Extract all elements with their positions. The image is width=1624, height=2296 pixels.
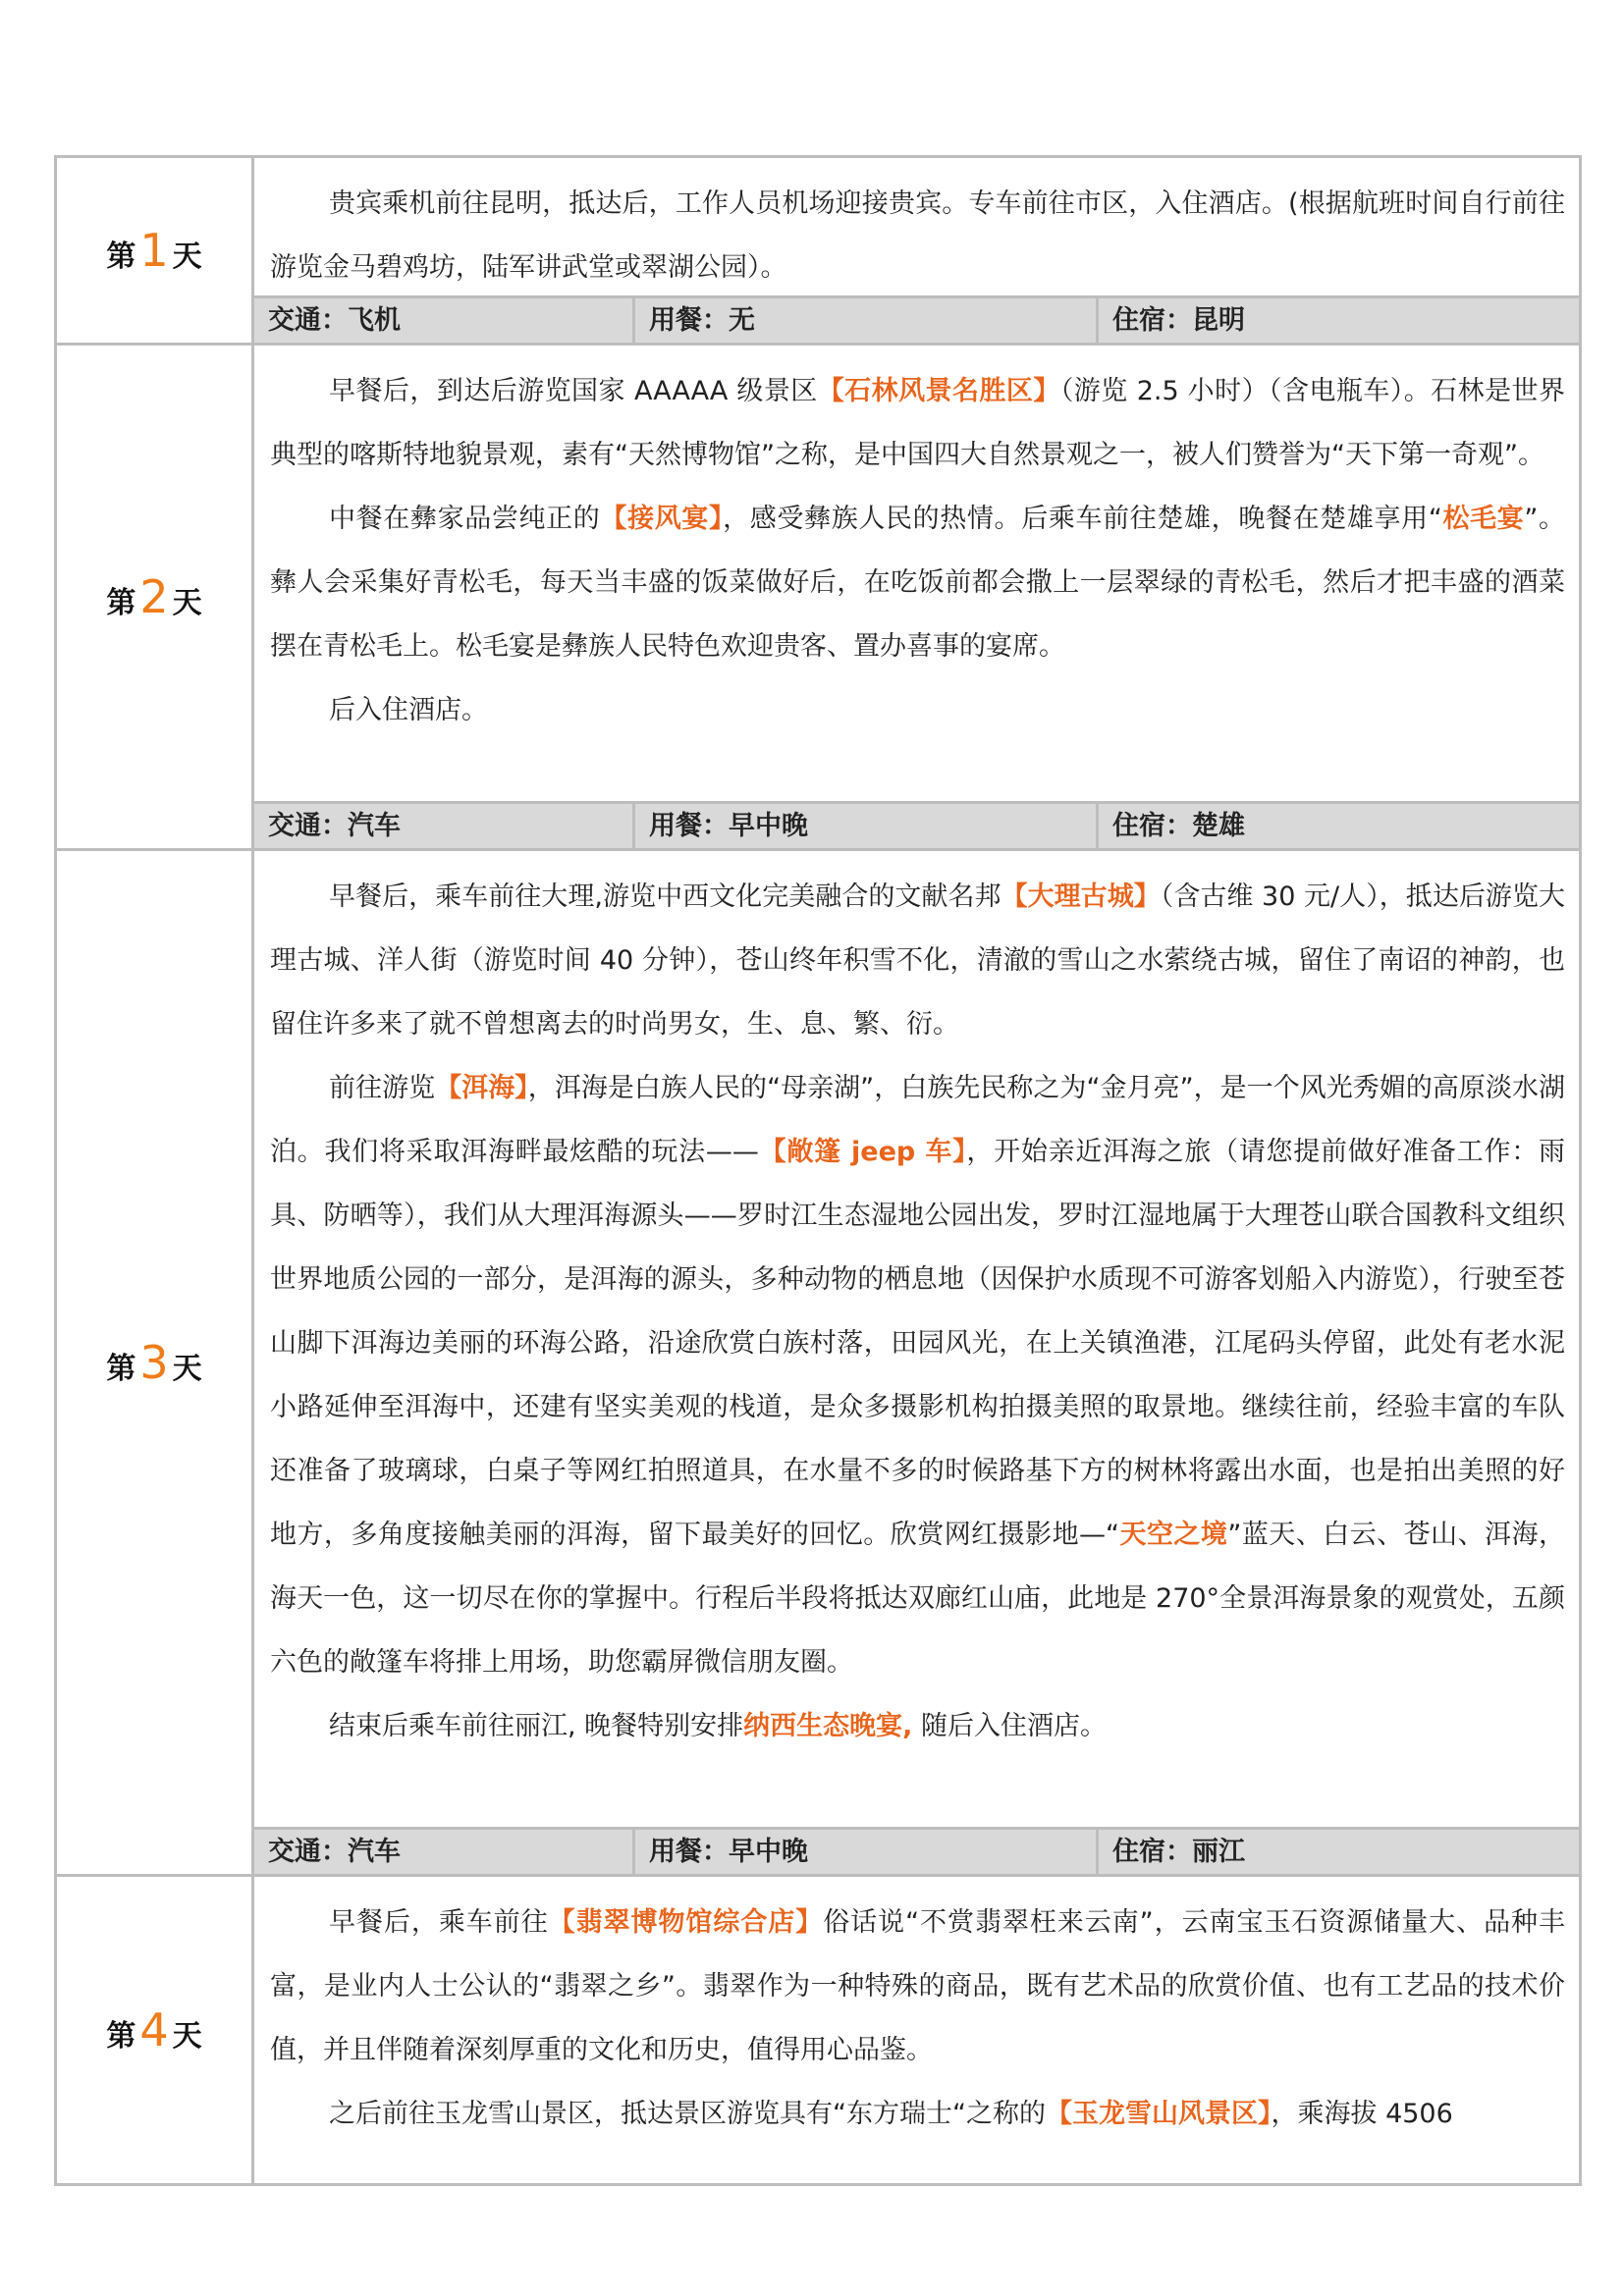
body-text: （游览 2.5 小时）（含电瓶车）。石林是世界典型的喀斯特地貌景观，素有“天然博物馆”之称，是中国四大自然景观之一，被人们赞誉为“天下第一奇观”。 xyxy=(270,376,1565,470)
day-suffix: 天 xyxy=(172,240,202,274)
highlight-text: 【接风宴】 xyxy=(600,504,724,534)
body-text: ”蓝天、白云、苍山、洱海，海天一色，这一切尽在你的掌握中。行程后半段将抵达双廊红山庙，此地是 270°全景洱海景象的观赏处，五颜六色的敞篷车将排上用场，助您霸屏微信朋友圈。 xyxy=(270,1520,1565,1678)
body-text: 后入住酒店。 xyxy=(329,695,488,725)
day-number: 3 xyxy=(139,1336,169,1389)
day-label xyxy=(106,2003,202,2056)
day-label-cell xyxy=(56,850,253,1876)
body-text: 早餐后，到达后游览国家 AAAAA 级景区 xyxy=(329,376,818,406)
paragraph xyxy=(270,2082,1565,2146)
body-text: 贵宾乘机前往昆明，抵达后，工作人员机场迎接贵宾。专车前往市区，入住酒店。(根据航班时间自行前往游览金马碧鸡坊，陆军讲武堂或翠湖公园）。 xyxy=(270,188,1565,283)
day-description xyxy=(254,851,1579,1827)
day-content-cell xyxy=(253,1876,1581,2185)
body-text: ，乘海拔 4506 xyxy=(1271,2099,1453,2129)
body-text: ，开始亲近洱海之旅（请您提前做好准备工作：雨具、防晒等），我们从大理洱海源头——罗时江生态湿地公园出发，罗时江湿地属于大理苍山联合国教科文组织世界地质公园的一部分，是洱海的源头，多种动物的栖息地（因保护水质现不可游客划船入内游览），行驶至苍山脚下洱海边美丽的环海公路，沿途欣赏白族村落，田园风光，在上关镇渔港，江尾码头停留，此处有老水泥小路延伸至洱海中，还建有坚实美观的栈道，是众多摄影机构拍摄美照的取景地。继续往前，经验丰富的车队还准备了玻璃球，白桌子等网红拍照道具，在水量不多的时候路基下方的树林将露出水面，也是拍出美照的好地方，多角度接触美丽的洱海，留下最美好的回忆。欣赏网红摄影地—“ xyxy=(270,1137,1566,1550)
body-text: 前往游览 xyxy=(329,1073,436,1103)
paragraph xyxy=(270,678,1565,742)
day-label xyxy=(106,224,202,277)
highlight-text: 【石林风景名胜区】 xyxy=(817,376,1060,406)
paragraph xyxy=(270,487,1565,678)
body-text: （含古维 30 元/人），抵达后游览大理古城、洋人街（游览时间 40 分钟），苍山终年积雪不化，清澈的雪山之水萦绕古城，留住了南诏的神韵，也留住许多来了就不曾想离去的时尚男女，生、息、繁、衍。 xyxy=(270,881,1565,1040)
day-label-cell xyxy=(56,1876,253,2185)
meals-label: 用餐：早中晚 xyxy=(635,804,1099,848)
day-row-1 xyxy=(56,157,1581,345)
body-text: 随后入住酒店。 xyxy=(912,1711,1108,1741)
day-info-row xyxy=(254,1827,1579,1874)
paragraph xyxy=(270,1891,1565,2082)
highlight-text: 纳西生态晚宴, xyxy=(743,1711,913,1741)
day-suffix: 天 xyxy=(172,1352,202,1386)
day-prefix: 第 xyxy=(106,240,136,274)
day-label-cell xyxy=(56,345,253,850)
paragraph xyxy=(270,172,1565,299)
day-row-4 xyxy=(56,1876,1581,2185)
highlight-text: 【翡翠博物馆综合店】 xyxy=(548,1907,824,1938)
highlight-text: 松毛宴 xyxy=(1441,504,1525,534)
highlight-text: 【洱海】 xyxy=(435,1073,528,1103)
paragraph xyxy=(270,1694,1565,1758)
highlight-text: 【玉龙雪山风景区】 xyxy=(1045,2099,1272,2129)
day-number: 4 xyxy=(139,2003,169,2056)
lodging-label: 住宿：丽江 xyxy=(1112,1837,1245,1867)
meals-label: 用餐：早中晚 xyxy=(635,1830,1099,1874)
day-content-cell xyxy=(253,345,1581,850)
day-number: 1 xyxy=(139,224,169,277)
itinerary-table xyxy=(54,155,1582,2186)
body-text: ，洱海是白族人民的“母亲湖”，白族先民称之为“金月亮”，是一个风光秀媚的高原淡水湖泊。我们将采取洱海畔最炫酷的玩法—— xyxy=(270,1073,1566,1167)
day-label xyxy=(106,1336,202,1389)
paragraph xyxy=(270,1056,1565,1694)
body-text: 俗话说“不赏翡翠枉来云南”，云南宝玉石资源储量大、品种丰富，是业内人士公认的“翡翠之乡”。翡翠作为一种特殊的商品，既有艺术品的欣赏价值、也有工艺品的技术价值，并且伴随着深刻厚重的文化和历史，值得用心品鉴。 xyxy=(270,1907,1566,2065)
day-description xyxy=(254,1877,1579,2183)
lodging-label: 住宿：楚雄 xyxy=(1112,811,1245,841)
paragraph xyxy=(270,865,1565,1056)
day-suffix: 天 xyxy=(172,586,202,620)
day-prefix: 第 xyxy=(106,1352,136,1386)
body-text: ”。 彝人会采集好青松毛，每天当丰盛的饭菜做好后，在吃饭前都会撒上一层翠绿的青松毛，然后才把丰盛的酒菜摆在青松毛上。松毛宴是彝族人民特色欢迎贵客、置办喜事的宴席。 xyxy=(270,504,1566,662)
day-label xyxy=(106,570,202,623)
day-label-cell xyxy=(56,157,253,345)
day-description xyxy=(254,346,1579,801)
day-info-row xyxy=(254,295,1579,343)
day-prefix: 第 xyxy=(106,586,136,620)
transport-label: 交通：飞机 xyxy=(254,298,635,343)
body-text: 早餐后，乘车前往 xyxy=(329,1907,549,1938)
day-info-row xyxy=(254,801,1579,848)
transport-label: 交通：汽车 xyxy=(254,804,635,848)
meals-label: 用餐：无 xyxy=(635,298,1099,343)
day-content-cell xyxy=(253,850,1581,1876)
day-number: 2 xyxy=(139,570,169,623)
day-prefix: 第 xyxy=(106,2019,136,2054)
highlight-text: 【敞篷 jeep 车】 xyxy=(758,1137,967,1167)
day-description xyxy=(254,158,1579,295)
day-row-3 xyxy=(56,850,1581,1876)
day-suffix: 天 xyxy=(172,2019,202,2054)
body-text: 早餐后，乘车前往大理,游览中西文化完美融合的文献名邦 xyxy=(329,881,1001,912)
highlight-text: 天空之境 xyxy=(1119,1520,1228,1550)
highlight-text: 【大理古城】 xyxy=(1001,881,1161,912)
body-text: 中餐在彝家品尝纯正的 xyxy=(329,504,601,534)
day-row-2 xyxy=(56,345,1581,850)
transport-label: 交通：汽车 xyxy=(254,1830,635,1874)
body-text: 结束后乘车前往丽江, 晚餐特别安排 xyxy=(329,1711,744,1741)
paragraph xyxy=(270,359,1565,487)
body-text: 之后前往玉龙雪山景区，抵达景区游览具有“东方瑞士“之称的 xyxy=(329,2099,1046,2129)
lodging-label: 住宿：昆明 xyxy=(1112,305,1245,336)
body-text: ，感受彝族人民的热情。后乘车前往楚雄，晚餐在楚雄享用“ xyxy=(723,504,1442,534)
day-content-cell xyxy=(253,157,1581,345)
